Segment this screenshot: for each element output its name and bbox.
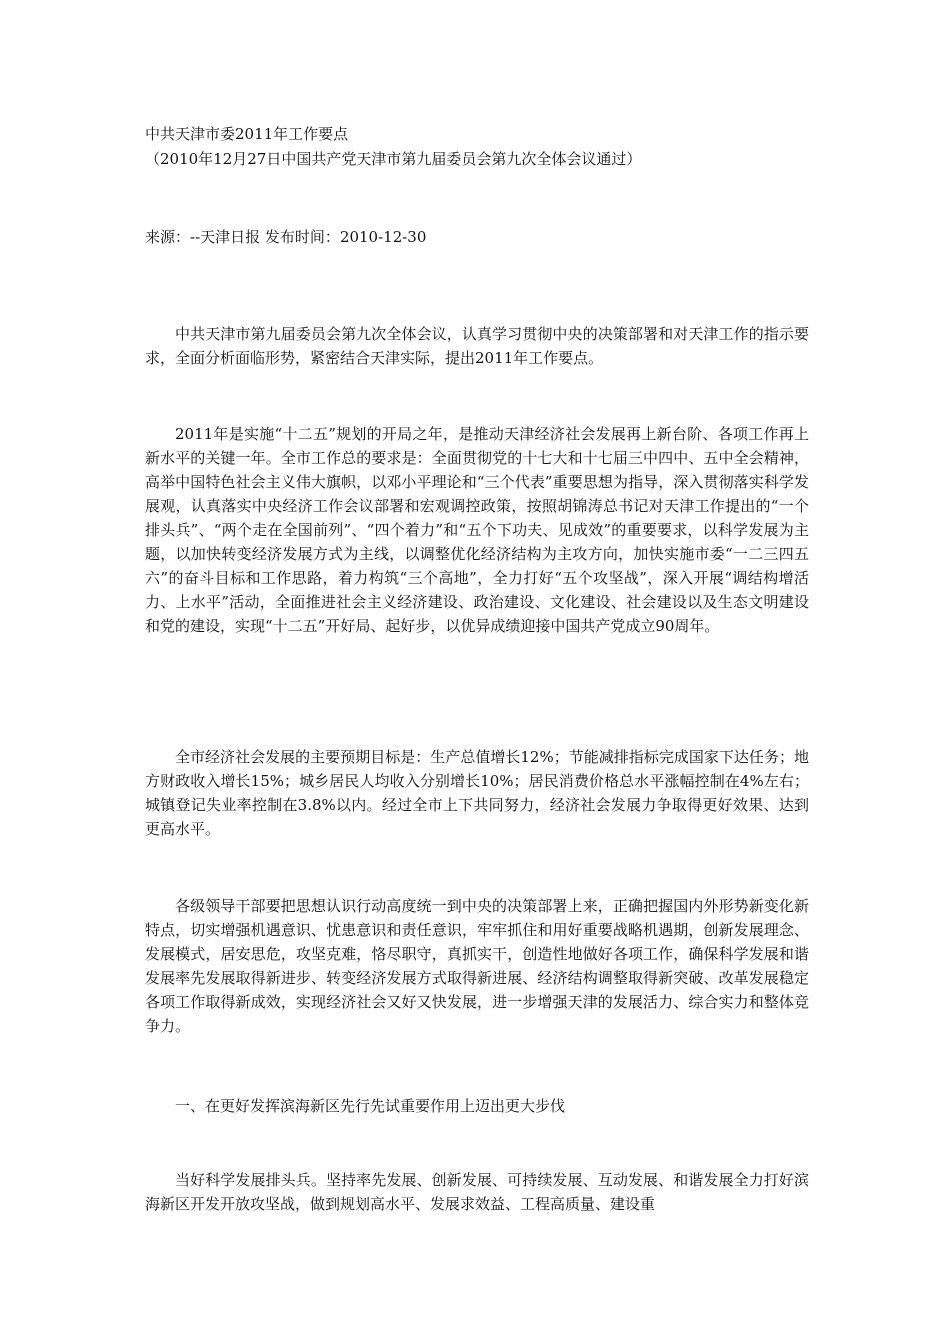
paragraph-1: 中共天津市第九届委员会第九次全体会议，认真学习贯彻中央的决策部署和对天津工作的指示要求，全面分析面临形势，紧密结合天津实际，提出2011年工作要点。 — [145, 325, 809, 367]
section-heading-1: 一、在更好发挥滨海新区先行先试重要作用上迈出更大步伐 — [175, 1097, 566, 1115]
document-title: 中共天津市委2011年工作要点 — [145, 125, 349, 143]
paragraph-4: 各级领导干部要把思想认识行动高度统一到中央的决策部署上来，正确把握国内外形势新变化新特点，切实增强机遇意识、忧患意识和责任意识，牢牢抓住和用好重要战略机遇期，创新发展理念、发展模式，居安思危，攻坚克难，恪尽职守，真抓实干，创造性地做好各项工作，确保科学发展和谐发展率先发展取得新进步、转变经济发展方式取得新进展、经济结构调整取得新突破、改革发展稳定各项工作取得新成效，实现经济社会又好又快发展，进一步增强天津的发展活力、综合实力和整体竞争力。 — [145, 897, 809, 1035]
paragraph-3: 全市经济社会发展的主要预期目标是：生产总值增长12%；节能减排指标完成国家下达任务；地方财政收入增长15%；城乡居民人均收入分别增长10%；居民消费价格总水平涨幅控制在4%左右；城镇登记失业率控制在3.8%以内。经过全市上下共同努力，经济社会发展力争取得更好效果、达到更高水平。 — [145, 748, 809, 838]
document-subtitle: （2010年12月27日中国共产党天津市第九届委员会第九次全体会议通过） — [145, 150, 642, 168]
paragraph-2: 2011年是实施“十二五”规划的开局之年，是推动天津经济社会发展再上新台阶、各项工作再上新水平的关键一年。全市工作总的要求是：全面贯彻党的十七大和十七届三中四中、五中全会精神，高举中国特色社会主义伟大旗帜，以邓小平理论和“三个代表”重要思想为指导，深入贯彻落实科学发展观，认真落实中央经济工作会议部署和宏观调控政策，按照胡锦涛总书记对天津工作提出的“一个排头兵”、“两个走在全国前列”、“四个着力”和“五个下功夫、见成效”的重要要求，以科学发展为主题，以加快转变经济发展方式为主线，以调整优化经济结构为主攻方向，加快实施市委“一二三四五六”的奋斗目标和工作思路，着力构筑“三个高地”，全力打好“五个攻坚战”，深入开展“调结构增活力、上水平”活动，全面推进社会主义经济建设、政治建设、文化建设、社会建设以及生态文明建设和党的建设，实现“十二五”开好局、起好步，以优异成绩迎接中国共产党成立90周年。 — [145, 425, 809, 635]
paragraph-5: 当好科学发展排头兵。坚持率先发展、创新发展、可持续发展、互动发展、和谐发展全力打好滨海新区开发开放攻坚战，做到规划高水平、发展求效益、工程高质量、建设重 — [145, 1171, 809, 1213]
source-line: 来源：--天津日报 发布时间：2010-12-30 — [145, 228, 427, 246]
